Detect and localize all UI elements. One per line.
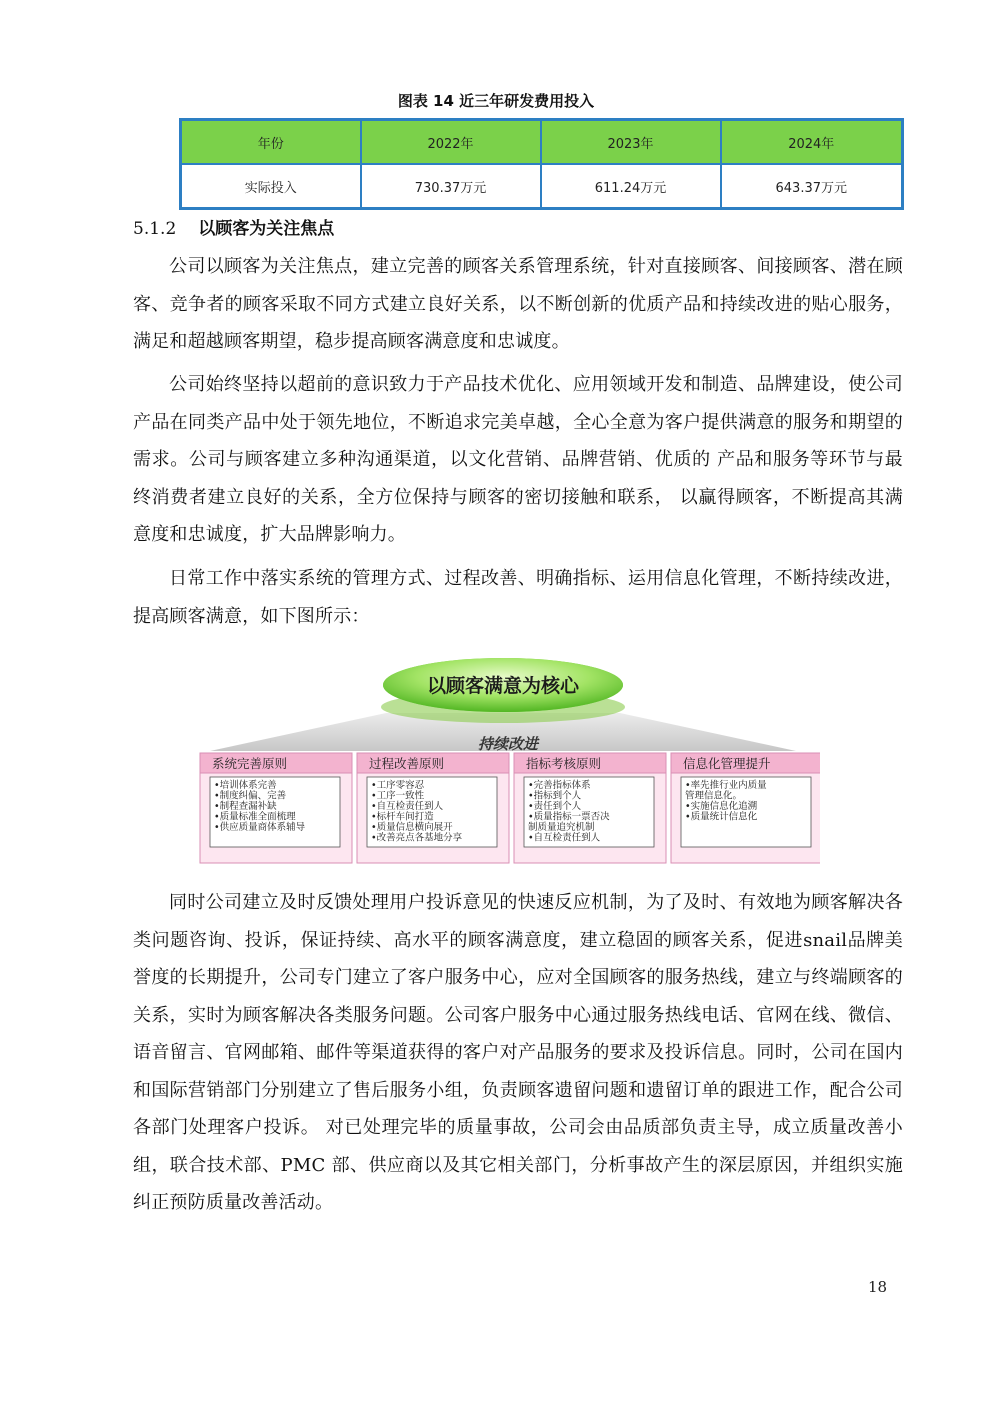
paragraph: 同时公司建立及时反馈处理用户投诉意见的快速反应机制，为了及时、有效地为顾客解决各类问题咨询、投诉，保证持续、高水平的顾客满意度，建立稳固的顾客关系，促进snail品牌美誉度的长期提升，公司专门建立了客户服务中心，应对全国顾客的服务热线，建立与终端顾客的关系，实时为顾客解决各类服务问题。公司客户服务中心通过服务热线电话、官网在线、微信、语音留言、官网邮箱、邮件等渠道获得的客户对产品服务的要求及投诉信息。同时，公司在国内和国际营销部门分别建立了售后服务小组，负责顾客遗留问题和遗留订单的跟进工作，配合公司各部门处理客户投诉。 对已处理完毕的质量事故，公司会由品质部负责主导，成立质量改善小组，联合技术部、PMC 部、供应商以及其它相关部门，分析事故产生的深层原因，并组织实施纠正预防质量改善活动。 — [133, 892, 903, 1213]
table-row — [181, 164, 903, 209]
pillar-item: •供应质量商体系辅导 — [214, 822, 306, 833]
pillar-1 — [200, 753, 352, 863]
pillar-item: •责任到个人 — [528, 801, 582, 812]
table-header-cell: 年份 — [181, 120, 361, 165]
pillar-2 — [357, 753, 509, 863]
pillar-item: 制质量追究机制 — [528, 822, 595, 833]
pillar-item: •标杆车间打造 — [371, 811, 434, 823]
section-title: 以顾客为关注焦点 — [198, 219, 335, 239]
pillar-item: •完善指标体系 — [528, 780, 591, 791]
pillar-item: •工序一致性 — [371, 790, 425, 802]
pillar-item: •培训体系完善 — [214, 780, 277, 791]
pillar-item: •自互检责任到人 — [371, 801, 444, 812]
pillar-3 — [514, 753, 666, 863]
pillar-item: •质量指标一票否决 — [528, 811, 610, 823]
table-header-cell: 2022年 — [361, 120, 541, 165]
table-cell: 实际投入 — [181, 164, 361, 209]
pillar-item: •率先推行业内质量 — [685, 780, 767, 791]
pillar-item: •改善亮点各基地分享 — [371, 832, 463, 844]
pillar-item: •指标到个人 — [528, 790, 582, 802]
pillar-item: •质量信息横向展开 — [371, 822, 453, 833]
pillar-item: •自互检责任到人 — [528, 832, 601, 844]
paragraph: 公司始终坚持以超前的意识致力于产品技术优化、应用领域开发和制造、品牌建设，使公司产品在同类产品中处于领先地位，不断追求完美卓越，全心全意为客户提供满意的服务和期望的需求。公司与顾客建立多种沟通渠道，以文化营销、品牌营销、优质的 产品和服务等环节与最终消费者建立良好的关系，全方位保持与顾客的密切接触和联系， 以赢得顾客，不断提高其满意度和忠诚度，扩大品牌影响力。 — [133, 374, 903, 545]
pillar-title: 指标考核原则 — [526, 756, 602, 771]
table-caption: 图表 14 近三年研发费用投入 — [397, 92, 595, 110]
paragraph: 日常工作中落实系统的管理方式、过程改善、明确指标、运用信息化管理，不断持续改进，提高顾客满意，如下图所示： — [133, 568, 903, 627]
page-number: 18 — [868, 1278, 888, 1296]
pillar-item: •质量统计信息化 — [685, 811, 758, 823]
pillar-title: 系统完善原则 — [212, 756, 288, 771]
section-number: 5.1.2 — [133, 219, 177, 239]
table-cell: 611.24万元 — [541, 164, 721, 209]
paragraph: 公司以顾客为关注焦点，建立完善的顾客关系管理系统，针对直接顾客、间接顾客、潜在顾客、竞争者的顾客采取不同方式建立良好关系，以不断创新的优质产品和持续改进的贴心服务，满足和超越顾客期望，稳步提高顾客满意度和忠诚度。 — [133, 256, 903, 352]
pillar-title: 信息化管理提升 — [683, 756, 771, 771]
table-header-row — [181, 120, 903, 165]
pillar-item: 管理信息化。 — [685, 790, 743, 802]
pillar-item: •制度纠偏、完善 — [214, 790, 287, 802]
pillar-item: •工序零容忍 — [371, 780, 425, 791]
table-header-cell: 2024年 — [721, 120, 903, 165]
pillar-item: •质量标准全面梳理 — [214, 811, 296, 823]
pillar-item: •制程查漏补缺 — [214, 801, 277, 812]
pillar-4 — [671, 753, 820, 863]
core-label: 以顾客满意为核心 — [426, 675, 580, 697]
table-header-cell: 2023年 — [541, 120, 721, 165]
pillar-title: 过程改善原则 — [369, 756, 445, 771]
rd-expense-table — [179, 118, 904, 210]
customer-satisfaction-diagram — [186, 655, 820, 867]
table-cell: 643.37万元 — [721, 164, 903, 209]
banner-label: 持续改进 — [477, 735, 539, 753]
section-heading — [133, 214, 334, 239]
table-cell: 730.37万元 — [361, 164, 541, 209]
pillar-item: •实施信息化追溯 — [685, 801, 758, 812]
